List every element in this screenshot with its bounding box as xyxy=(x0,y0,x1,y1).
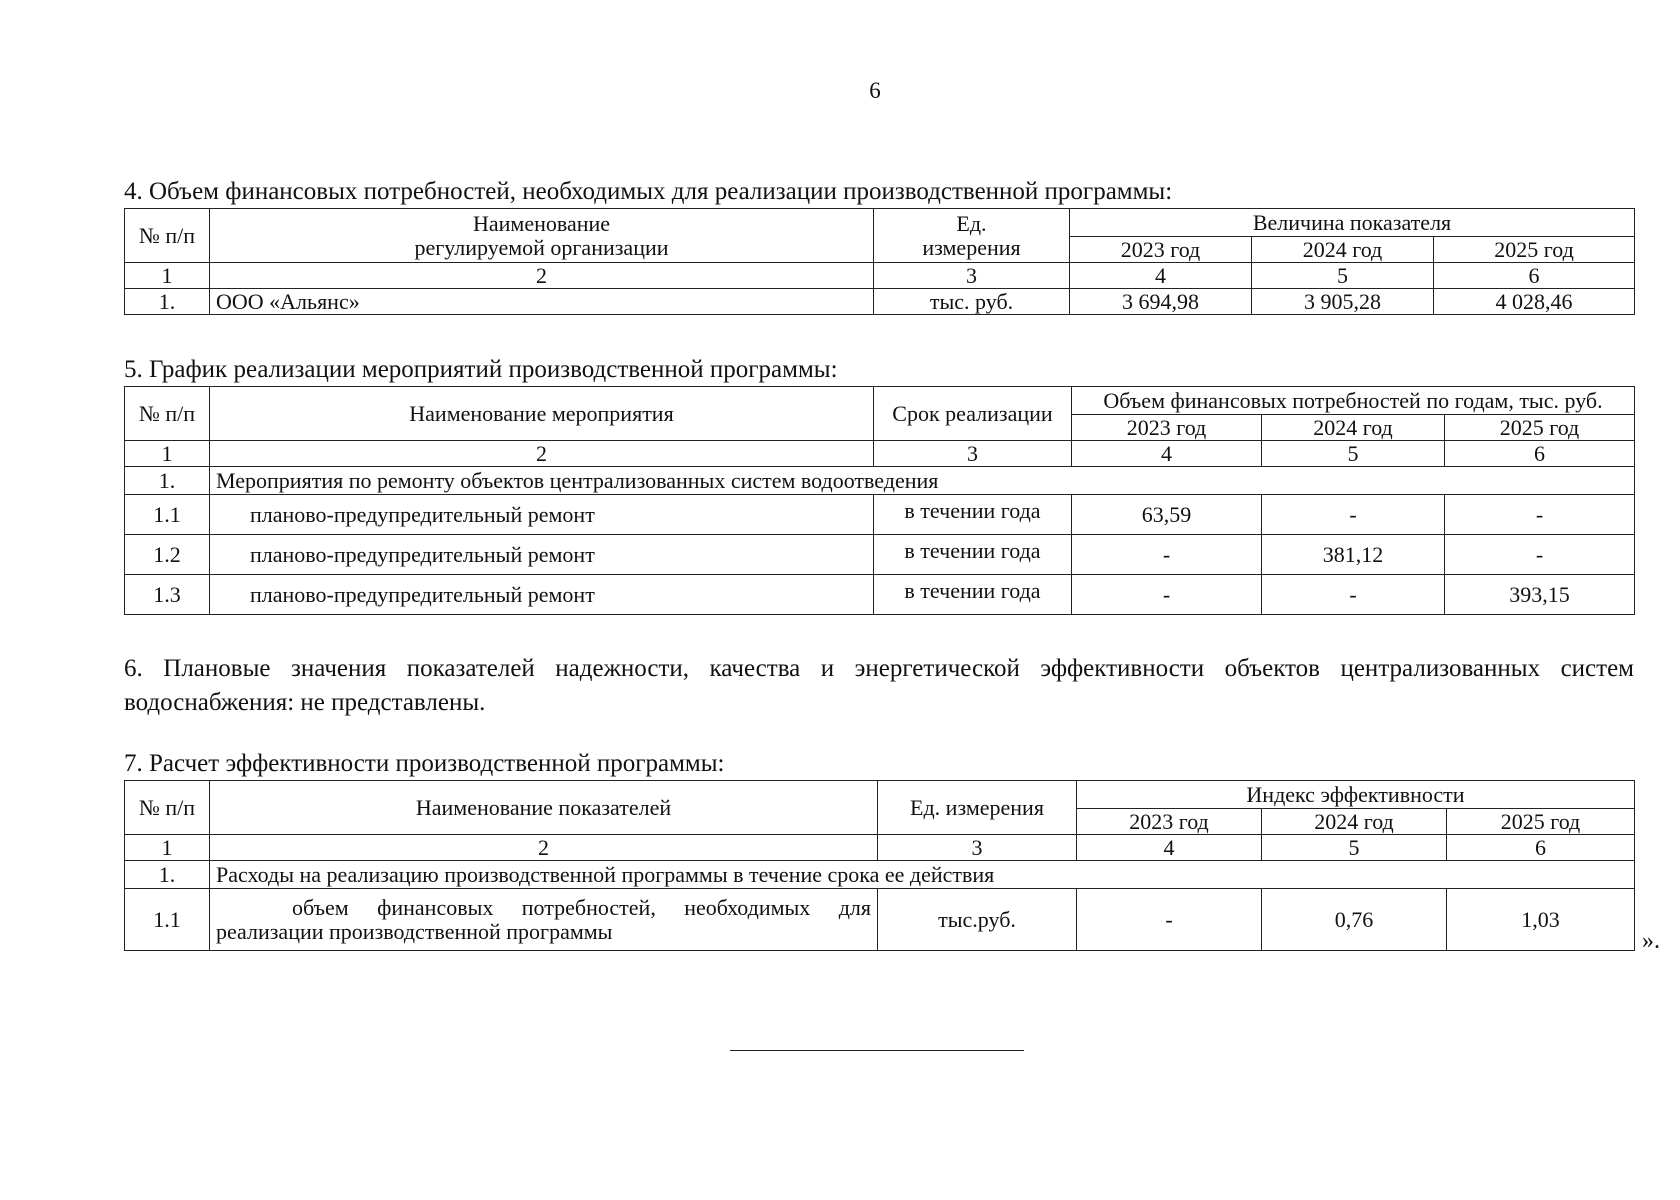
col-number: 1 xyxy=(125,263,210,289)
col-number: 6 xyxy=(1447,835,1635,861)
row-term: в течении года xyxy=(874,495,1072,535)
header-group: Величина показателя xyxy=(1070,209,1635,237)
row-num: 1.1 xyxy=(125,889,210,951)
section4-table xyxy=(124,208,1635,315)
header-num: № п/п xyxy=(125,209,210,263)
header-name-line2: регулируемой организации xyxy=(414,234,669,260)
col-number: 1 xyxy=(125,835,210,861)
row-name: планово-предупредительный ремонт xyxy=(210,575,874,615)
header-unit: Ед. измерения xyxy=(878,781,1077,835)
row-value: - xyxy=(1445,535,1635,575)
header-num: № п/п xyxy=(125,781,210,835)
header-group: Объем финансовых потребностей по годам, тыс. руб. xyxy=(1072,387,1635,415)
section7-heading: 7. Расчет эффективности производственной программы: xyxy=(124,750,725,777)
header-year: 2025 год xyxy=(1445,415,1635,441)
row-unit: тыс. руб. xyxy=(874,289,1070,315)
group-row xyxy=(125,861,1635,889)
row-value: - xyxy=(1072,535,1262,575)
col-number: 2 xyxy=(210,835,878,861)
row-value: - xyxy=(1262,575,1445,615)
group-row-num: 1. xyxy=(125,467,210,495)
section4-heading: 4. Объем финансовых потребностей, необходимых для реализации производственной программы: xyxy=(124,178,1173,205)
header-name-line1: Наименование xyxy=(472,210,611,236)
row-value: 381,12 xyxy=(1262,535,1445,575)
closing-quote: ». xyxy=(1642,928,1660,954)
row-num: 1.3 xyxy=(125,575,210,615)
col-number: 5 xyxy=(1262,441,1445,467)
header-year: 2023 год xyxy=(1072,415,1262,441)
col-number: 5 xyxy=(1252,263,1434,289)
col-number: 6 xyxy=(1445,441,1635,467)
table-row xyxy=(125,889,1635,951)
row-value: 63,59 xyxy=(1072,495,1262,535)
header-unit-line1: Ед. xyxy=(956,210,987,236)
row-num: 1. xyxy=(125,289,210,315)
row-name: ООО «Альянс» xyxy=(210,289,874,315)
header-term: Срок реализации xyxy=(874,387,1072,441)
col-number: 3 xyxy=(874,441,1072,467)
row-value: - xyxy=(1445,495,1635,535)
table-row xyxy=(125,289,1635,315)
header-num: № п/п xyxy=(125,387,210,441)
header-year: 2024 год xyxy=(1262,809,1447,835)
row-value: - xyxy=(1077,889,1262,951)
header-year: 2023 год xyxy=(1077,809,1262,835)
group-row-name: Расходы на реализацию производственной программы в течение срока ее действия xyxy=(210,861,1635,889)
header-name: Наименование мероприятия xyxy=(210,387,874,441)
col-number: 5 xyxy=(1262,835,1447,861)
table-row xyxy=(125,535,1635,575)
header-unit-line2: измерения xyxy=(922,234,1021,260)
header-name xyxy=(210,209,874,263)
row-num: 1.1 xyxy=(125,495,210,535)
col-number: 2 xyxy=(210,263,874,289)
row-num: 1.2 xyxy=(125,535,210,575)
section7-table xyxy=(124,780,1635,951)
row-value: 3 694,98 xyxy=(1070,289,1252,315)
col-number: 2 xyxy=(210,441,874,467)
group-row xyxy=(125,467,1635,495)
group-row-num: 1. xyxy=(125,861,210,889)
col-number: 1 xyxy=(125,441,210,467)
row-value: 3 905,28 xyxy=(1252,289,1434,315)
header-year: 2025 год xyxy=(1447,809,1635,835)
col-number: 4 xyxy=(1077,835,1262,861)
header-group: Индекс эффективности xyxy=(1077,781,1635,809)
table-row xyxy=(125,575,1635,615)
header-unit xyxy=(874,209,1070,263)
section5-table xyxy=(124,386,1635,615)
col-number: 4 xyxy=(1072,441,1262,467)
row-value: 4 028,46 xyxy=(1434,289,1635,315)
row-value: 0,76 xyxy=(1262,889,1447,951)
col-number: 3 xyxy=(874,263,1070,289)
section6-text: 6. Плановые значения показателей надежности, качества и энергетической эффективности объектов централизованных систем водоснабжения: не представлены. xyxy=(124,655,1634,716)
header-year: 2024 год xyxy=(1252,237,1434,263)
row-term: в течении года xyxy=(874,575,1072,615)
header-name: Наименование показателей xyxy=(210,781,878,835)
col-number: 3 xyxy=(878,835,1077,861)
header-year: 2023 год xyxy=(1070,237,1252,263)
col-number: 4 xyxy=(1070,263,1252,289)
row-term: в течении года xyxy=(874,535,1072,575)
section5-heading: 5. График реализации мероприятий производственной программы: xyxy=(124,356,838,383)
row-unit: тыс.руб. xyxy=(878,889,1077,951)
row-name: планово-предупредительный ремонт xyxy=(210,535,874,575)
row-value: 1,03 xyxy=(1447,889,1635,951)
row-value: - xyxy=(1072,575,1262,615)
header-year: 2024 год xyxy=(1262,415,1445,441)
page-number: 6 xyxy=(869,78,881,103)
group-row-name: Мероприятия по ремонту объектов централизованных систем водоотведения xyxy=(210,467,1635,495)
row-value: - xyxy=(1262,495,1445,535)
row-value: 393,15 xyxy=(1445,575,1635,615)
row-name: планово-предупредительный ремонт xyxy=(210,495,874,535)
col-number: 6 xyxy=(1434,263,1635,289)
table-row xyxy=(125,495,1635,535)
header-year: 2025 год xyxy=(1434,237,1635,263)
row-name: объем финансовых потребностей, необходимых для реализации производственной программы xyxy=(210,889,878,951)
footer-rule xyxy=(730,1050,1024,1051)
